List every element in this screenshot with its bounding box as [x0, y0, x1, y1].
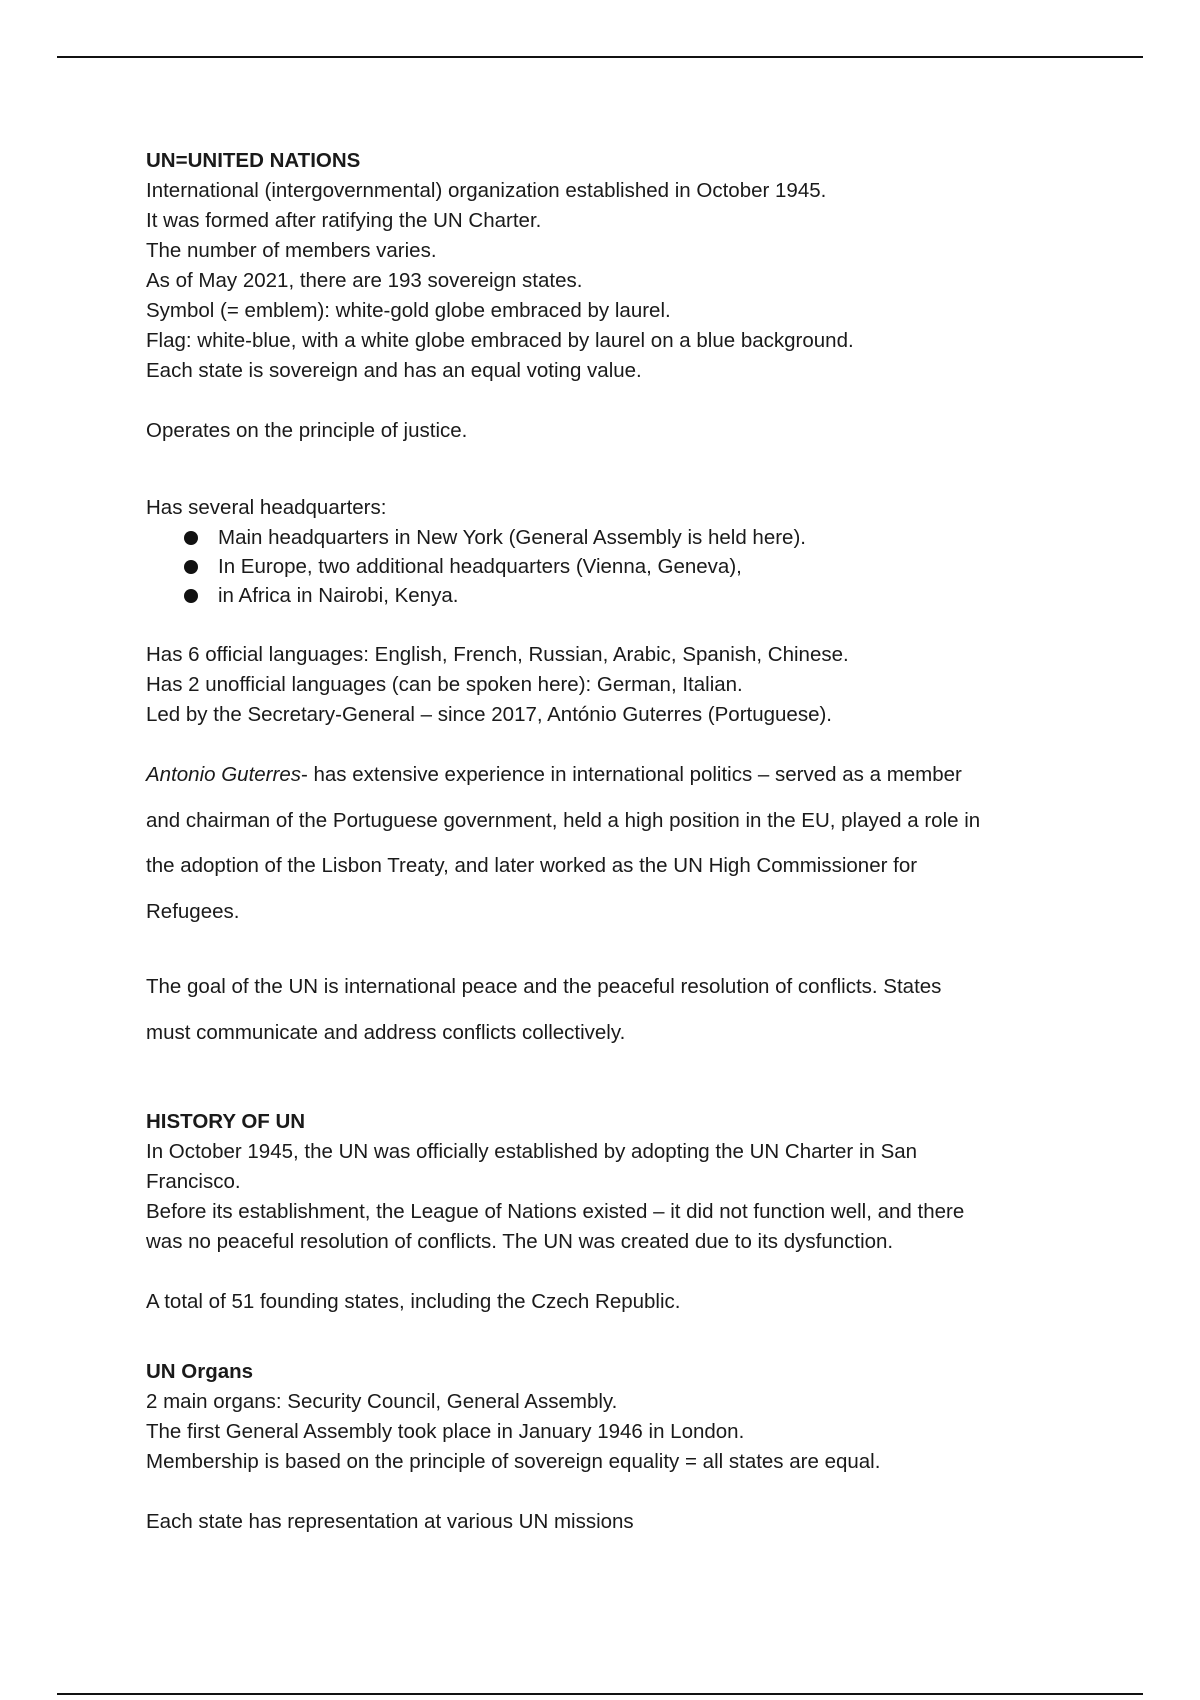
bullet-icon	[184, 589, 198, 603]
un-line: Symbol (= emblem): white-gold globe embraced by laurel.	[146, 299, 671, 322]
languages-line: Has 6 official languages: English, French, Russian, Arabic, Spanish, Chinese.	[146, 643, 849, 666]
headquarters-intro: Has several headquarters:	[146, 496, 387, 519]
history-line: Francisco.	[146, 1170, 241, 1193]
goal-paragraph-line: The goal of the UN is international peace and the peaceful resolution of conflicts. States	[146, 975, 942, 998]
un-line: International (intergovernmental) organization established in October 1945.	[146, 179, 827, 202]
un-line: The number of members varies.	[146, 239, 437, 262]
languages-line: Has 2 unofficial languages (can be spoken here): German, Italian.	[146, 673, 743, 696]
bottom-divider	[57, 1693, 1143, 1695]
guterres-paragraph-line: the adoption of the Lisbon Treaty, and later worked as the UN High Commissioner for	[146, 854, 918, 877]
principle-text: Operates on the principle of justice.	[146, 419, 468, 442]
bullet-icon	[184, 531, 198, 545]
history-line: was no peaceful resolution of conflicts. The UN was created due to its dysfunction.	[146, 1230, 894, 1253]
guterres-name: Antonio Guterres	[146, 763, 301, 786]
representation-text: Each state has representation at various UN missions	[146, 1510, 634, 1533]
un-line: As of May 2021, there are 193 sovereign states.	[146, 269, 583, 292]
list-item	[146, 581, 1046, 610]
guterres-paragraph-line: Refugees.	[146, 899, 240, 923]
organs-line: Membership is based on the principle of sovereign equality = all states are equal.	[146, 1450, 881, 1473]
list-item	[146, 552, 1046, 581]
guterres-paragraph-line	[146, 760, 1046, 806]
section-heading-history: HISTORY OF UN	[146, 1110, 306, 1133]
top-divider	[57, 56, 1143, 58]
history-line: In October 1945, the UN was officially established by adopting the UN Charter in San	[146, 1140, 918, 1163]
organs-line: The first General Assembly took place in January 1946 in London.	[146, 1420, 745, 1443]
bullet-icon	[184, 560, 198, 574]
history-line: Before its establishment, the League of Nations existed – it did not function well, and there	[146, 1200, 965, 1223]
section-heading-organs: UN Organs	[146, 1360, 254, 1383]
headquarters-list	[146, 523, 1046, 610]
un-line: It was formed after ratifying the UN Charter.	[146, 209, 542, 232]
list-item-text: In Europe, two additional headquarters (Vienna, Geneva),	[218, 555, 742, 578]
secretary-general-line: Led by the Secretary-General – since 2017, António Guterres (Portuguese).	[146, 703, 832, 726]
list-item-text: in Africa in Nairobi, Kenya.	[218, 584, 459, 607]
goal-paragraph-line: must communicate and address conflicts collectively.	[146, 1020, 626, 1044]
list-item	[146, 523, 1046, 552]
guterres-text: - has extensive experience in international politics – served as a member	[300, 763, 962, 786]
list-item-text: Main headquarters in New York (General Assembly is held here).	[218, 526, 806, 549]
section-heading-un: UN=UNITED NATIONS	[146, 149, 361, 172]
organs-line: 2 main organs: Security Council, General Assembly.	[146, 1390, 618, 1413]
un-line: Flag: white-blue, with a white globe embraced by laurel on a blue background.	[146, 329, 854, 352]
guterres-paragraph-line: and chairman of the Portuguese government, held a high position in the EU, played a role in	[146, 808, 981, 832]
un-line: Each state is sovereign and has an equal voting value.	[146, 359, 642, 382]
document-body	[146, 146, 1046, 1537]
founding-states-text: A total of 51 founding states, including the Czech Republic.	[146, 1290, 681, 1313]
